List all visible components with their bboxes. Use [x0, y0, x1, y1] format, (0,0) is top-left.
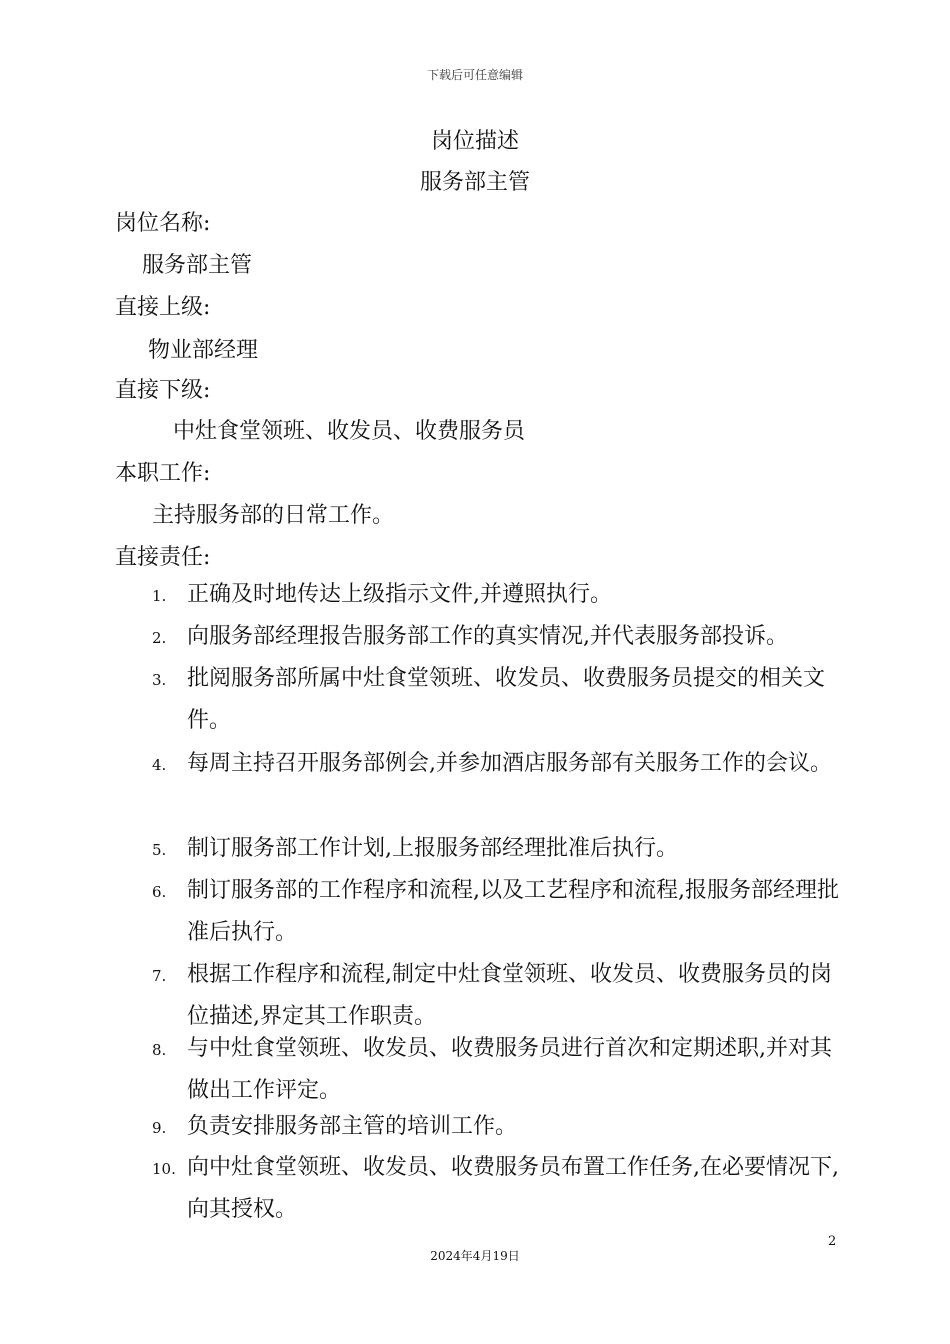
responsibility-label: 直接责任:: [115, 545, 211, 570]
list-item-number: 4.: [152, 756, 167, 774]
list-item-number: 2.: [152, 629, 167, 647]
list-item-number: 3.: [152, 671, 167, 689]
list-item-number: 10.: [152, 1160, 176, 1178]
list-item-text: 正确及时地传达上级指示文件,并遵照执行。: [187, 582, 612, 607]
list-item-text: 制订服务部工作计划,上报服务部经理批准后执行。: [187, 836, 678, 861]
list-item-number: 6.: [152, 883, 167, 901]
page-header: 下载后可任意编辑: [426, 68, 523, 82]
document-title: 岗位描述: [430, 129, 519, 154]
list-item-text: 根据工作程序和流程,制定中灶食堂领班、收发员、收费服务员的岗位描述,界定其工作职责。: [187, 962, 832, 1029]
position-value: 服务部主管: [142, 253, 253, 278]
list-item-text: 制订服务部的工作程序和流程,以及工艺程序和流程,报服务部经理批准后执行。: [187, 878, 839, 945]
list-item-number: 1.: [152, 587, 167, 605]
list-item-number: 9.: [152, 1119, 167, 1137]
subordinate-value: 中灶食堂领班、收发员、收费服务员: [173, 419, 526, 444]
duty-label: 本职工作:: [115, 461, 211, 486]
list-item-text: 批阅服务部所属中灶食堂领班、收发员、收费服务员提交的相关文件。: [187, 666, 826, 733]
list-item-number: 5.: [152, 841, 167, 859]
list-item-text: 向中灶食堂领班、收发员、收费服务员布置工作任务,在必要情况下,向其授权。: [187, 1155, 839, 1222]
superior-value: 物业部经理: [148, 338, 259, 363]
position-label: 岗位名称:: [115, 211, 211, 236]
superior-label: 直接上级:: [115, 295, 211, 320]
subordinate-label: 直接下级:: [115, 378, 211, 403]
list-item-number: 8.: [152, 1041, 167, 1059]
list-item-text: 每周主持召开服务部例会,并参加酒店服务部有关服务工作的会议。: [187, 751, 832, 776]
page-footer-date: 2024年4月19日: [430, 1249, 520, 1263]
list-item-number: 7.: [152, 967, 167, 985]
list-item-text: 与中灶食堂领班、收发员、收费服务员进行首次和定期述职,并对其做出工作评定。: [187, 1036, 832, 1103]
duty-value: 主持服务部的日常工作。: [152, 503, 395, 528]
document-subtitle: 服务部主管: [419, 170, 530, 195]
page-number: 2: [828, 1234, 837, 1249]
list-item-text: 负责安排服务部主管的培训工作。: [187, 1114, 518, 1139]
list-item-text: 向服务部经理报告服务部工作的真实情况,并代表服务部投诉。: [187, 624, 788, 649]
